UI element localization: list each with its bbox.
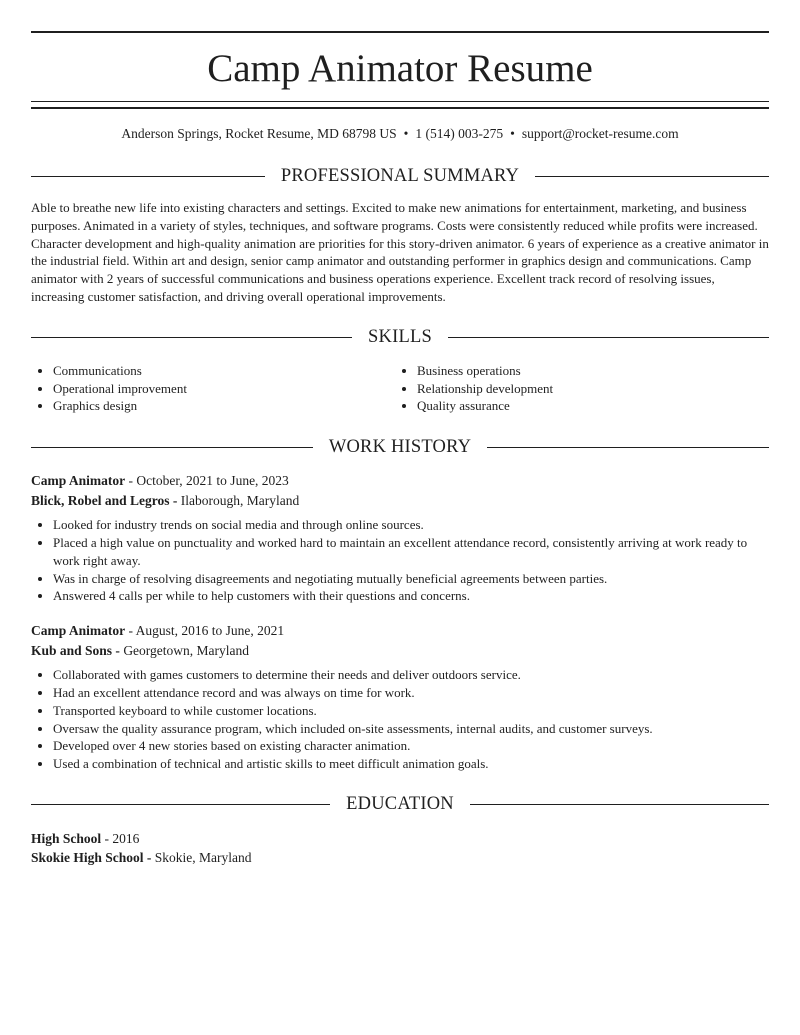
work-section-heading — [31, 433, 769, 461]
skills-section-heading — [31, 324, 769, 352]
resume-content — [31, 0, 769, 868]
summary-section-heading — [31, 162, 769, 190]
job-dates: - October, 2021 to June, 2023 — [125, 473, 289, 489]
job-employer: Kub and Sons - — [31, 642, 120, 658]
education-heading-label: EDUCATION — [346, 794, 454, 815]
job-bullet: • Transported keyboard to while customer locations. — [53, 702, 769, 720]
skill-item: • Operational improvement — [53, 380, 395, 398]
job-employer-line — [31, 491, 769, 511]
job-bullet: • Had an excellent attendance record and was always on time for work. — [53, 684, 769, 702]
skills-column-right — [395, 362, 769, 415]
job-bullets — [31, 666, 769, 773]
job-employer-line — [31, 641, 769, 661]
skill-item: • Quality assurance — [417, 397, 769, 415]
education-degree: High School — [31, 830, 102, 846]
title-double-rule — [31, 101, 769, 109]
education-section-heading — [31, 791, 769, 819]
job-bullet: • Answered 4 calls per while to help customers with their questions and concerns. — [53, 587, 769, 605]
education-entry — [31, 829, 769, 868]
job-bullets — [31, 516, 769, 605]
heading-rule-left — [31, 804, 330, 805]
summary-text: Able to breathe new life into existing characters and settings. Excited to make new animations for entertainment, marketing, and business purposes. Animated in a variety of styles, techniques, and software programs. Costs were consistently reduced while profits were increased. Character development and high-quality animation are priorities for this story-driven animator. 6 years of experience as a creative animator in the industrial field. Within art and design, senior camp animator and outstanding performer in graphics design and communications. Camp animator with 2 years of successful communications and business operations experience. Excellent track record of resolving issues, increasing customer satisfaction, and driving overall operational improvements. — [31, 200, 769, 304]
contact-separator: • — [510, 126, 515, 141]
job-title-line — [31, 621, 769, 641]
job-bullet: • Was in charge of resolving disagreements and negotiating mutually beneficial agreements between parties. — [53, 570, 769, 588]
job-dates: - August, 2016 to June, 2021 — [125, 623, 285, 639]
job-entry — [31, 471, 769, 605]
job-bullet: • Oversaw the quality assurance program, which included on-site assessments, internal audits, and customer surveys. — [53, 720, 769, 738]
contact-separator: • — [403, 126, 409, 141]
heading-rule-right — [448, 337, 769, 338]
skills-column-left — [31, 362, 395, 415]
heading-rule-right — [470, 804, 769, 805]
job-employer: Blick, Robel and Legros - — [31, 492, 178, 508]
heading-rule-left — [31, 337, 352, 338]
skill-item: • Communications — [53, 362, 395, 380]
skill-item: • Business operations — [417, 362, 769, 380]
top-rule — [31, 31, 769, 33]
education-year: - 2016 — [101, 830, 140, 846]
job-bullet: • Collaborated with games customers to determine their needs and deliver outdoors service. — [53, 666, 769, 684]
job-bullet: • Placed a high value on punctuality and worked hard to maintain an excellent attendance record, consistently arriving at work ready to work right away. — [53, 534, 769, 570]
summary-heading-label: PROFESSIONAL SUMMARY — [280, 165, 520, 186]
job-bullet: • Used a combination of technical and artistic skills to meet difficult animation goals. — [53, 755, 769, 773]
heading-rule-left — [31, 176, 265, 177]
education-location: Skokie, Maryland — [151, 850, 252, 866]
heading-rule-right — [487, 447, 769, 448]
job-title: Camp Animator — [31, 623, 126, 639]
skill-item: • Graphics design — [53, 397, 395, 415]
job-bullet: • Developed over 4 new stories based on existing character animation. — [53, 737, 769, 755]
contact-address: Anderson Springs, Rocket Resume, MD 68798 US — [121, 126, 397, 141]
work-heading-label: WORK HISTORY — [328, 436, 472, 457]
heading-rule-right — [535, 176, 769, 177]
job-entry — [31, 621, 769, 773]
job-bullet: • Looked for industry trends on social media and through online sources. — [53, 516, 769, 534]
skills-list — [31, 362, 769, 415]
education-school-line — [31, 848, 769, 868]
contact-line — [31, 124, 769, 144]
education-degree-line — [31, 829, 769, 849]
job-title-line — [31, 471, 769, 491]
job-title: Camp Animator — [31, 473, 126, 489]
job-location: Ilaborough, Maryland — [177, 492, 300, 508]
education-school: Skokie High School - — [31, 850, 152, 866]
resume-title: Camp Animator Resume — [207, 47, 593, 90]
job-location: Georgetown, Maryland — [119, 642, 250, 658]
heading-rule-left — [31, 447, 313, 448]
contact-email: support@rocket-resume.com — [521, 126, 679, 141]
contact-phone: 1 (514) 003-275 — [415, 126, 504, 141]
skills-heading-label: SKILLS — [368, 327, 432, 348]
skill-item: • Relationship development — [417, 380, 769, 398]
